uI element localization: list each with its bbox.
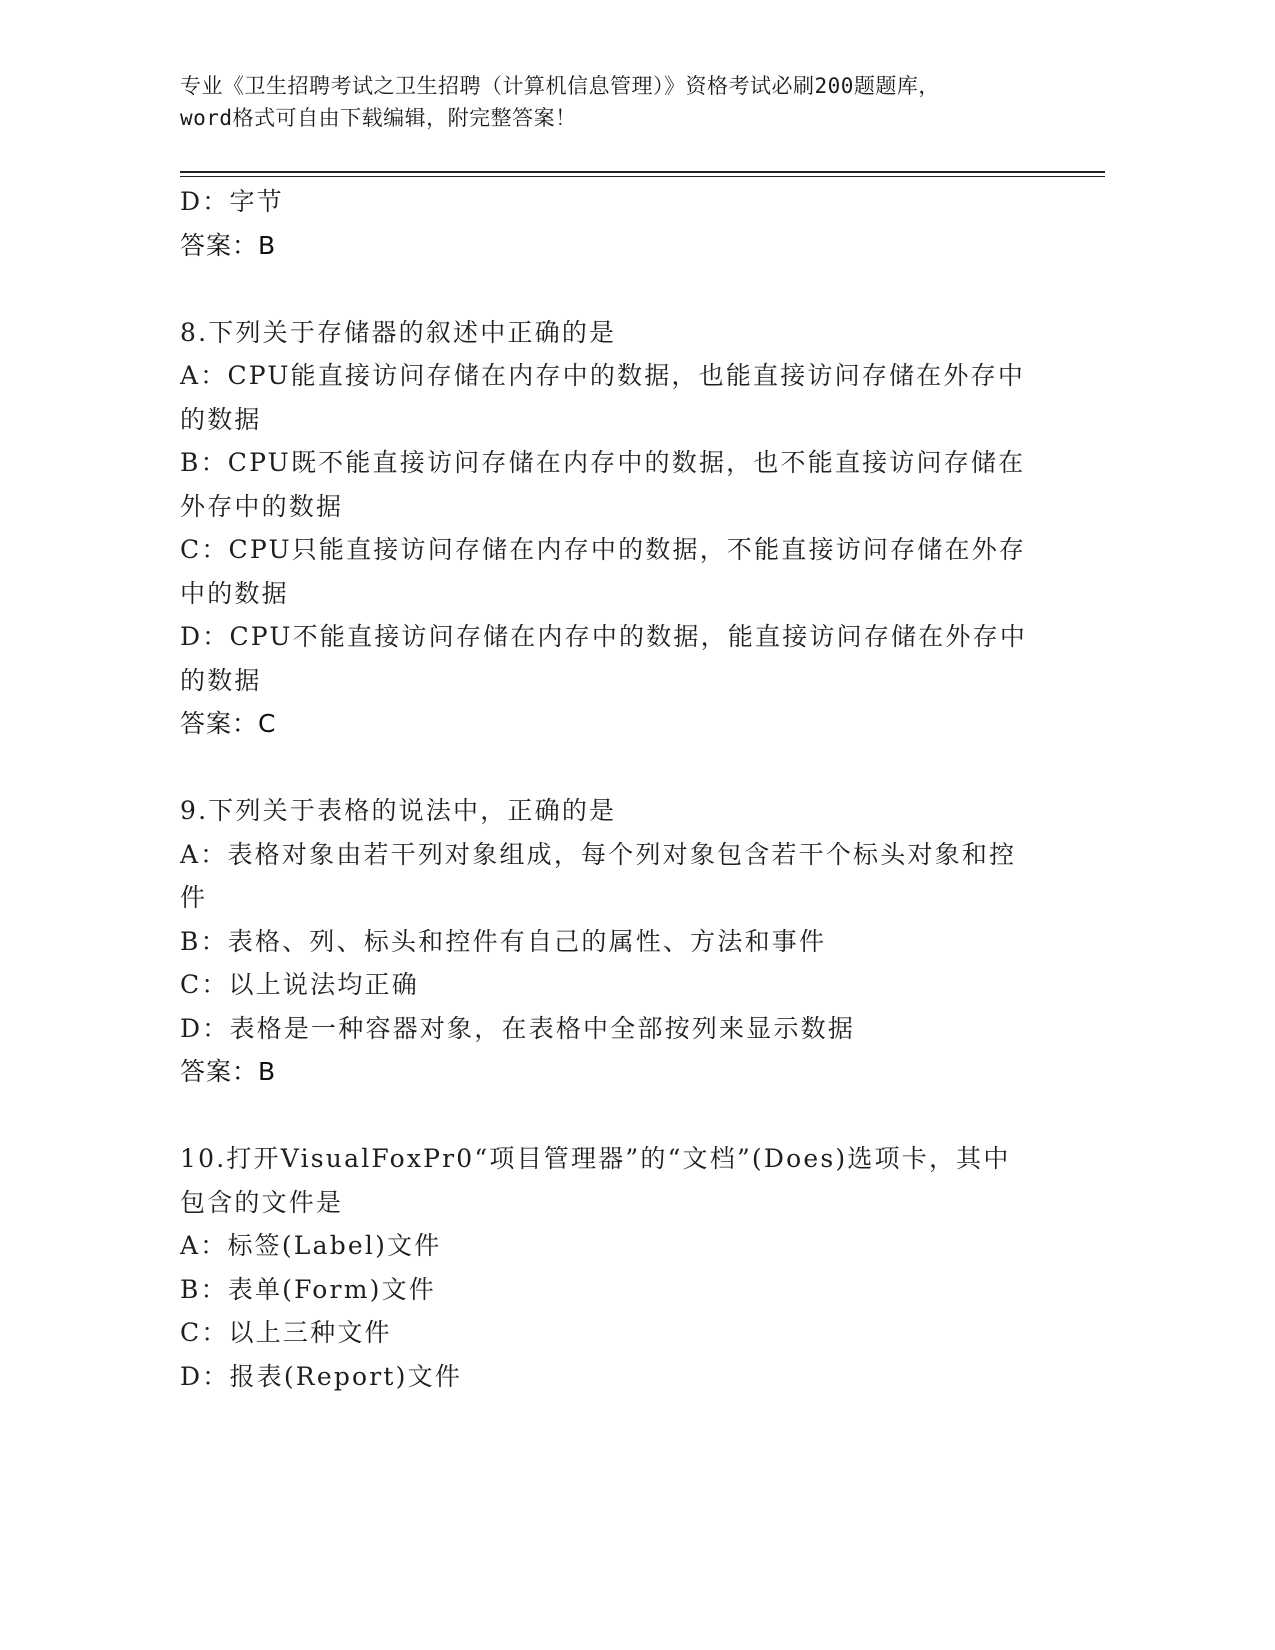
spacer <box>180 267 1040 311</box>
spacer <box>180 746 1040 790</box>
option-d-prev: D：字节 <box>180 187 284 216</box>
answer-prev: 答案：B <box>180 230 277 260</box>
question-9-option-a-cont: 件 <box>180 883 208 912</box>
question-10-option-c: C：以上三种文件 <box>180 1318 392 1347</box>
question-10-option-a: A：标签(Label)文件 <box>180 1231 442 1260</box>
question-10-text: 10.打开VisualFoxPr0“项目管理器”的“文档”(Does)选项卡，其中 <box>180 1144 1011 1173</box>
question-8-option-b: B：CPU既不能直接访问存储在内存中的数据，也不能直接访问存储在 <box>180 448 1026 477</box>
spacer <box>180 1094 1040 1138</box>
question-8-answer: 答案：C <box>180 709 277 738</box>
question-10-option-b: B：表单(Form)文件 <box>180 1274 436 1304</box>
header-line-2: word格式可自由下载编辑，附完整答案！ <box>180 106 577 130</box>
header-divider-thick <box>180 171 1105 173</box>
question-8-option-c: C：CPU只能直接访问存储在内存中的数据，不能直接访问存储在外存 <box>180 535 1027 564</box>
question-8-option-c-cont: 中的数据 <box>180 578 289 608</box>
question-9-text: 9.下列关于表格的说法中，正确的是 <box>180 796 617 825</box>
header-divider-thin <box>180 176 1105 177</box>
header-line-1: 专业《卫生招聘考试之卫生招聘（计算机信息管理）》资格考试必刷200题题库， <box>180 74 940 98</box>
question-8-option-a-cont: 的数据 <box>180 404 262 434</box>
question-9-option-c: C：以上说法均正确 <box>180 970 419 999</box>
question-8-option-d: D：CPU不能直接访问存储在内存中的数据，能直接访问存储在外存中 <box>180 622 1028 651</box>
question-10-text-cont: 包含的文件是 <box>180 1187 344 1217</box>
question-10-option-d: D：报表(Report)文件 <box>180 1361 463 1391</box>
question-8-option-b-cont: 外存中的数据 <box>180 491 344 521</box>
question-8-text: 8.下列关于存储器的叙述中正确的是 <box>180 317 617 347</box>
question-8-option-a: A：CPU能直接访问存储在内存中的数据，也能直接访问存储在外存中 <box>180 361 1026 390</box>
question-9-option-a: A：表格对象由若干列对象组成，每个列对象包含若干个标头对象和控 <box>180 839 1017 869</box>
question-8-option-d-cont: 的数据 <box>180 665 262 695</box>
question-9-answer: 答案：B <box>180 1057 277 1086</box>
page-header <box>180 70 1060 134</box>
question-9-option-d: D：表格是一种容器对象，在表格中全部按列来显示数据 <box>180 1013 856 1043</box>
question-9-option-b: B：表格、列、标头和控件有自己的属性、方法和事件 <box>180 926 827 956</box>
question-content <box>180 180 1040 1398</box>
